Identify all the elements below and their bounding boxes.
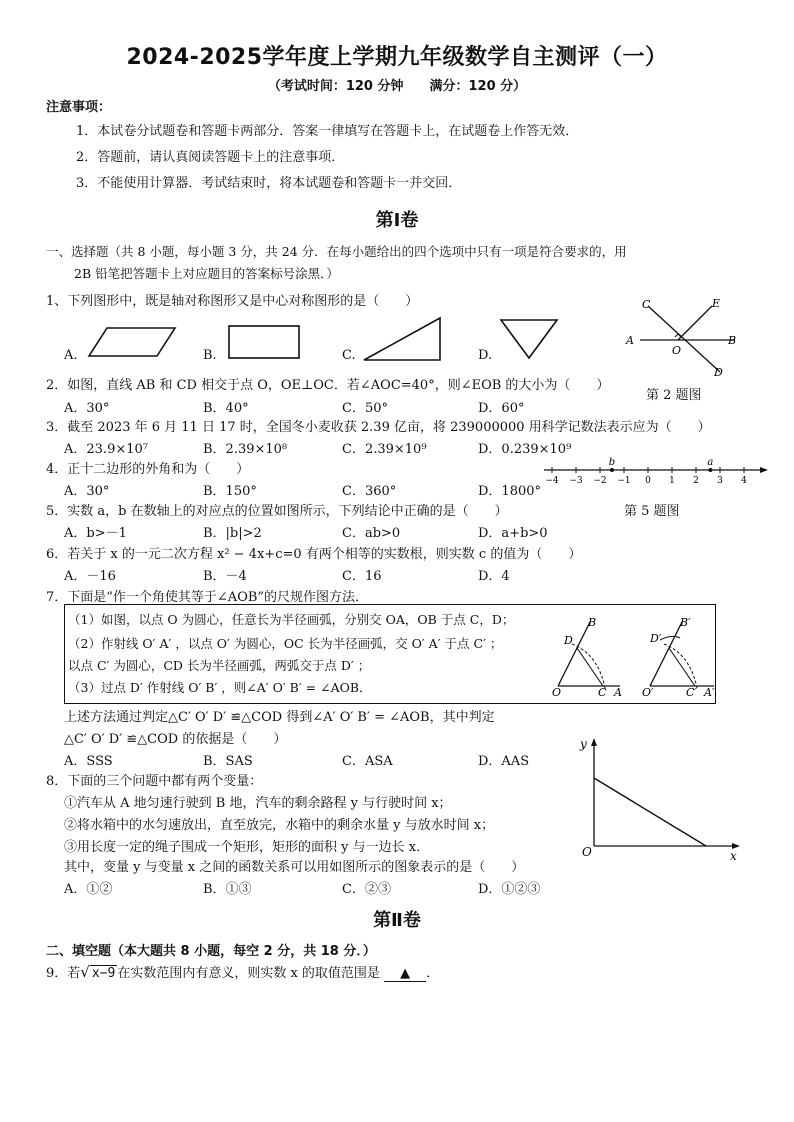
number-line-tick-label: −1 — [617, 476, 631, 486]
q5-option-d: D．a+b>0 — [478, 526, 548, 541]
number-line-tick-label: −4 — [545, 476, 559, 486]
q9-prefix: 9．若 — [46, 966, 81, 981]
q7-after-line-1: 上述方法通过判定△C′ O′ D′ ≌△COD 得到∠A′ O′ B′ = ∠AOB，其中判定 — [64, 710, 495, 725]
q9-blank-marker: ▲ — [400, 966, 411, 981]
q1-option-b: B. — [203, 348, 217, 363]
q7-option-c: C．ASA — [342, 754, 393, 769]
q7-option-d: D．AAS — [478, 754, 530, 769]
q1-option-a: A. — [64, 348, 78, 363]
q7-left-label-a: A — [614, 686, 622, 698]
number-line-tick-label: −3 — [569, 476, 583, 486]
q4-option-b: B．150° — [203, 484, 257, 499]
q5-figure-caption: 第 5 题图 — [624, 504, 680, 519]
number-line-tick-label: 3 — [717, 476, 723, 486]
number-line-tick-label: 2 — [693, 476, 699, 486]
q9-suffix: 在实数范围内有意义，则实数 x 的取值范围是 — [117, 966, 380, 981]
exam-title: 2024-2025学年度上学期九年级数学自主测评（一） — [126, 45, 668, 70]
q8-option-b: B．①③ — [203, 882, 252, 897]
q7-right-label-b: B′ — [680, 616, 691, 629]
number-line-tick-label: 0 — [645, 476, 651, 486]
q8-axis-y: y — [580, 737, 587, 751]
q2-label-c: C — [642, 298, 651, 311]
q2-option-a: A．30° — [64, 401, 110, 416]
part2-title: 第Ⅱ卷 — [373, 910, 421, 931]
q8-option-d: D．①②③ — [478, 882, 541, 897]
q2-option-b: B．40° — [203, 401, 249, 416]
q8-graph — [572, 734, 748, 864]
q3-stem: 3．截至 2023 年 6 月 11 日 17 时，全国冬小麦收获 2.39 亿亩，将 239000000 用科学记数法表示应为（ ） — [46, 420, 711, 435]
q7-left-label-d: D — [564, 634, 573, 647]
q7-left-label-c: C — [598, 686, 607, 698]
q2-label-a: A — [626, 334, 634, 347]
q5-option-a: A．b>－1 — [64, 526, 127, 541]
q3-option-d: D．0.239×10⁹ — [478, 442, 572, 457]
note-item-2: 2．答题前，请认真阅读答题卡上的注意事项． — [76, 150, 345, 165]
q7-box-line-4: （3）过点 D′ 作射线 O′ B′ ，则∠A′ O′ B′ = ∠AOB． — [68, 680, 372, 695]
number-line-tick-label: 1 — [669, 476, 675, 486]
q7-figure-right — [640, 614, 720, 698]
q5-stem: 5．实数 a，b 在数轴上的对应点的位置如图所示，下列结论中正确的是（ ） — [46, 504, 508, 519]
section1-line2: 2B 铅笔把答题卡上对应题目的答案标号涂黑．） — [74, 266, 339, 281]
number-line-tick-label: −2 — [593, 476, 607, 486]
q6-stem: 6．若关于 x 的一元二次方程 x² − 4x+c=0 有两个相等的实数根，则实数 c 的值为（ ） — [46, 547, 582, 562]
q8-axis-x: x — [730, 849, 737, 863]
q6-option-c: C．16 — [342, 569, 382, 584]
q1-option-c: C. — [342, 348, 356, 363]
note-item-3: 3．不能使用计算器．考试结束时，将本试题卷和答题卡一并交回． — [76, 176, 462, 191]
q3-option-a: A．23.9×10⁷ — [64, 442, 148, 457]
q2-label-b: B — [728, 334, 737, 347]
q8-origin: O — [582, 845, 592, 859]
q5-number-line — [540, 452, 770, 486]
q7-right-label-c: C′ — [686, 686, 697, 698]
exam-subtitle: （考试时间：120 分钟 满分：120 分） — [267, 79, 527, 94]
q7-option-a: A．SSS — [64, 754, 113, 769]
q2-option-d: D．60° — [478, 401, 525, 416]
q4-option-d: D．1800° — [478, 484, 542, 499]
q2-stem: 2．如图，直线 AB 和 CD 相交于点 O，OE⊥OC．若∠AOC=40°，则∠EOB 的大小为（ ） — [46, 378, 610, 393]
q7-option-b: B．SAS — [203, 754, 253, 769]
q7-box-line-3: 以点 C′ 为圆心，CD 长为半径画弧，两弧交于点 D′ ； — [68, 658, 371, 673]
number-line-arrow-icon — [760, 467, 768, 473]
q1-option-d: D. — [478, 348, 493, 363]
q8-option-a: A．①② — [64, 882, 113, 897]
q7-left-label-o: O — [552, 686, 562, 698]
q2-figure-caption: 第 2 题图 — [646, 388, 702, 403]
number-line-label-a: a — [707, 457, 714, 468]
q7-after-line-2: △C′ O′ D′ ≌△COD 的依据是（ ） — [64, 732, 287, 747]
q9-line — [46, 962, 439, 982]
q8-item-3: ③用长度一定的绳子围成一个矩形，矩形的面积 y 与一边长 x． — [64, 840, 430, 855]
q3-option-c: C．2.39×10⁹ — [342, 442, 427, 457]
q6-option-b: B．－4 — [203, 569, 247, 584]
q9-radicand: x−9 — [91, 966, 116, 981]
q7-right-label-d: D′ — [650, 632, 662, 645]
q2-label-o: O — [672, 344, 682, 357]
number-line-point-a — [708, 468, 712, 472]
section1-line1: 一、选择题（共 8 小题，每小题 3 分，共 24 分．在每小题给出的四个选项中只有一项是符合要求的，用 — [46, 244, 627, 259]
q8-option-c: C．②③ — [342, 882, 391, 897]
q8-item-2: ②将水箱中的水匀速放出，直至放完，水箱中的剩余水量 y 与放水时间 x； — [64, 818, 495, 833]
q9-answer-blank[interactable] — [384, 966, 426, 982]
q8-item-1: ①汽车从 A 地匀速行驶到 B 地，汽车的剩余路程 y 与行驶时间 x； — [64, 796, 452, 811]
q1-inverted-triangle — [497, 316, 563, 364]
q4-option-c: C．360° — [342, 484, 397, 499]
q6-option-d: D．4 — [478, 569, 510, 584]
notes-heading: 注意事项： — [46, 100, 112, 115]
q7-box-line-1: （1）如图，以点 O 为圆心，任意长为半径画弧，分别交 OA，OB 于点 C，D； — [68, 612, 515, 627]
number-line-point-b — [610, 468, 614, 472]
q1-rectangle — [225, 322, 305, 362]
part1-title: 第Ⅰ卷 — [375, 210, 419, 231]
q3-option-b: B．2.39×10⁸ — [203, 442, 288, 457]
q1-parallelogram — [85, 322, 185, 362]
q1-stem: 1、下列图形中，既是轴对称图形又是中心对称图形的是（ ） — [46, 294, 419, 309]
q8-conclusion: 其中，变量 y 与变量 x 之间的函数关系可以用如图所示的图象表示的是（ ） — [64, 860, 525, 875]
number-line-tick-label: 4 — [741, 476, 747, 486]
q5-option-b: B．|b|>2 — [203, 526, 262, 541]
q5-option-c: C．ab>0 — [342, 526, 401, 541]
q7-right-label-o: O′ — [642, 686, 654, 698]
q7-stem: 7．下面是“作一个角使其等于∠AOB”的尺规作图方法． — [46, 590, 369, 605]
sqrt-icon: √ — [80, 963, 90, 981]
q2-label-d: D — [714, 366, 723, 379]
q7-box-line-2: （2）作射线 O′ A′ ，以点 O′ 为圆心，OC 长为半径画弧，交 O′ A′ 于点 C′ ； — [68, 636, 503, 651]
q6-option-a: A．－16 — [64, 569, 116, 584]
q8-stem: 8．下面的三个问题中都有两个变量： — [46, 774, 263, 789]
q2-option-c: C．50° — [342, 401, 388, 416]
q4-option-a: A．30° — [64, 484, 110, 499]
q1-right-triangle — [360, 314, 450, 364]
q4-stem: 4．正十二边形的外角和为（ ） — [46, 462, 250, 477]
q7-right-label-a: A′ — [704, 686, 715, 698]
note-item-1: 1．本试卷分试题卷和答题卡两部分．答案一律填写在答题卡上，在试题卷上作答无效． — [76, 124, 579, 139]
q2-label-e: E — [712, 297, 721, 310]
q2-figure — [620, 292, 750, 382]
q9-end: ． — [426, 966, 440, 981]
q7-left-label-b: B — [588, 616, 597, 629]
q7-figure-left — [548, 614, 628, 698]
number-line-label-b: b — [608, 457, 616, 468]
section2-heading: 二、填空题（本大题共 8 小题，每空 2 分，共 18 分．） — [46, 944, 376, 959]
